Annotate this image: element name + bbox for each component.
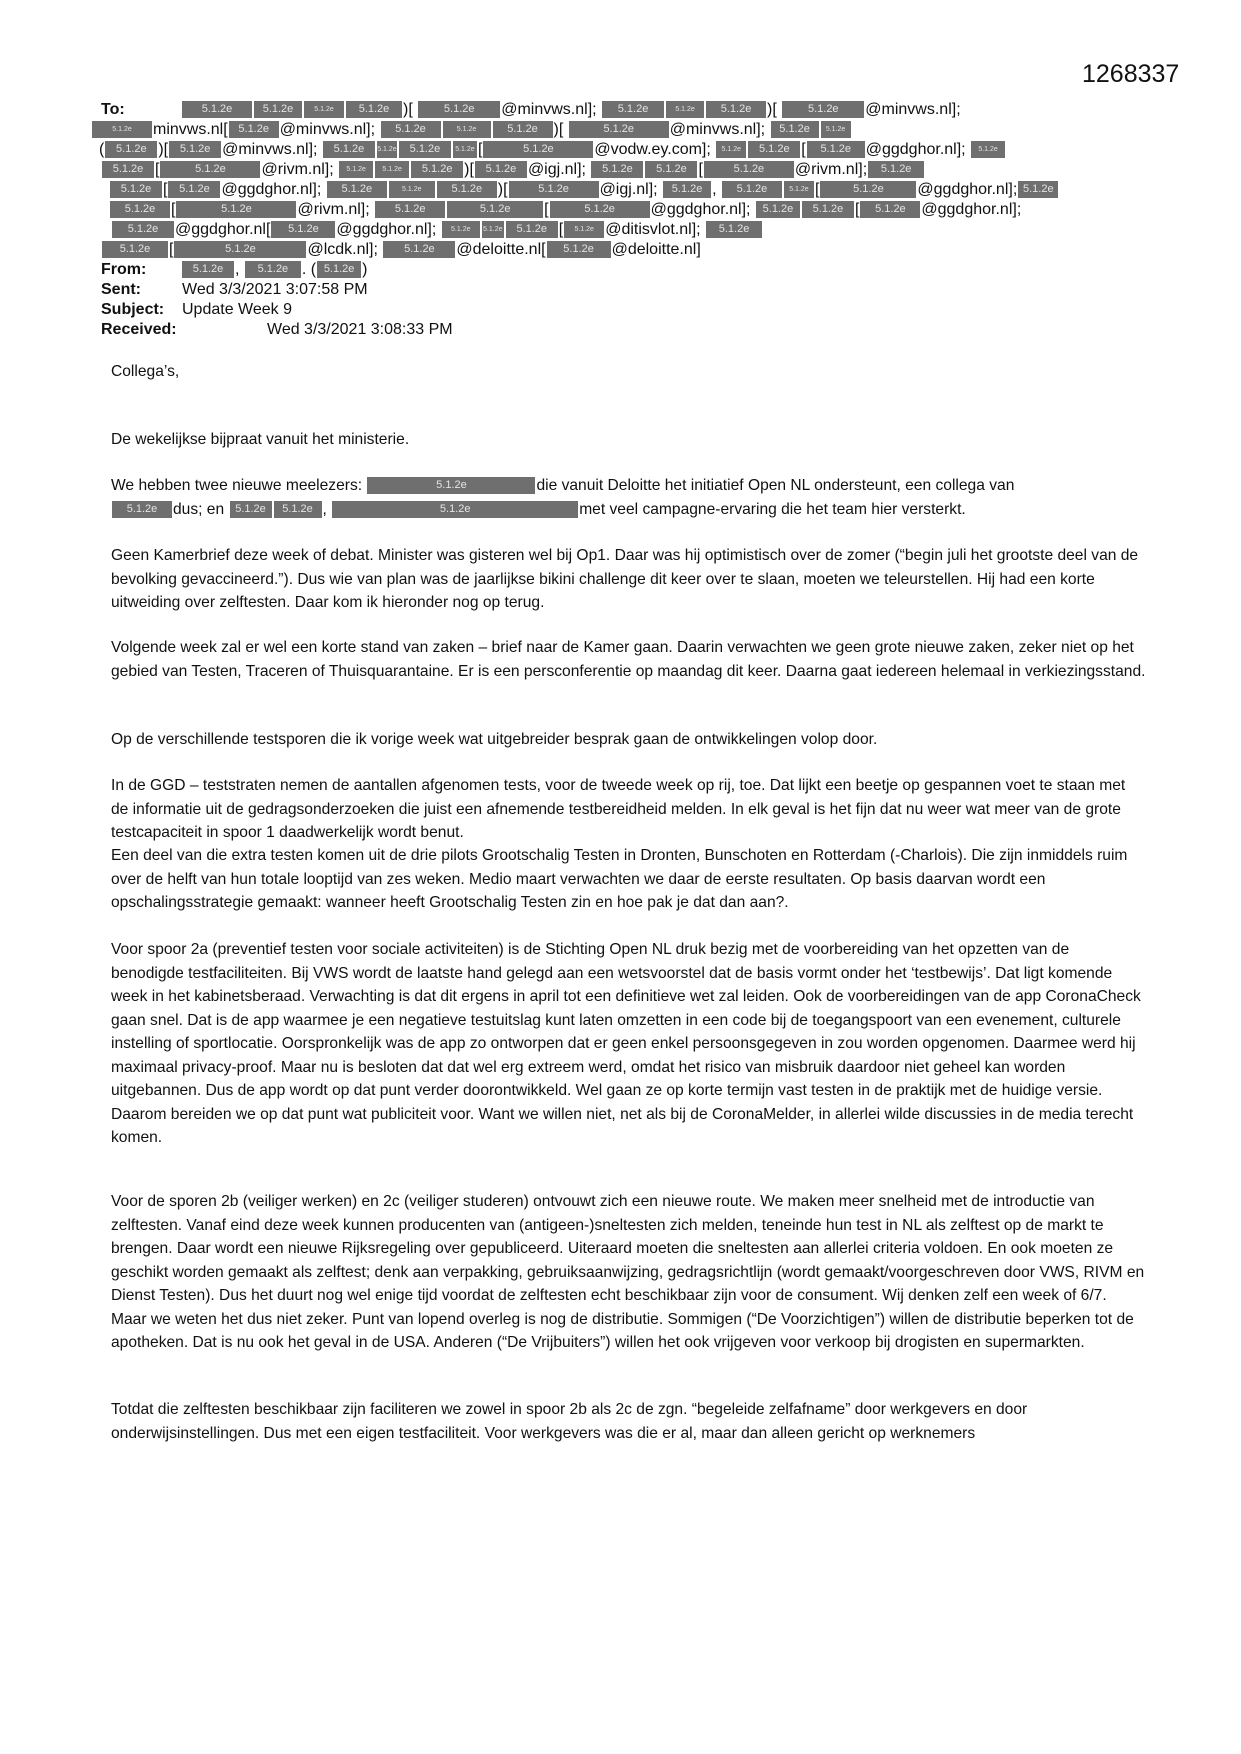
redaction: 5.1.2e: [550, 201, 650, 218]
to-line-2: 5.1.2e minvws.nl[ 5.1.2e @minvws.nl]; 5.1.2e 5.1.2e 5.1.2e )[ 5.1.2e @minvws.nl]; 5.1.2e 5.1.2e: [91, 120, 852, 140]
redaction: 5.1.2e: [782, 101, 864, 118]
redaction: 5.1.2e: [304, 101, 344, 118]
redaction: 5.1.2e: [112, 501, 172, 518]
redaction: 5.1.2e: [399, 141, 451, 158]
redaction: 5.1.2e: [367, 477, 535, 494]
text: die vanuit Deloitte het initiatief Open NL ondersteunt, een collega van: [536, 477, 1015, 494]
redaction: 5.1.2e: [645, 161, 697, 178]
redaction: 5.1.2e: [375, 201, 445, 218]
email-domain: @rivm.nl];: [261, 161, 334, 178]
to-label: To:: [101, 101, 125, 118]
greeting: Collega’s,: [111, 363, 180, 380]
email-domain: @ditisvlot.nl];: [605, 221, 701, 238]
redaction: 5.1.2e: [771, 121, 819, 138]
redaction: 5.1.2e: [971, 141, 1005, 158]
paragraph-new-readers: [111, 474, 1146, 521]
email-domain: @lcdk.nl];: [307, 241, 378, 258]
paragraph: Op de verschillende testsporen die ik vorige week wat uitgebreider besprak gaan de ontwikkelingen volop door.: [111, 731, 878, 748]
redaction: 5.1.2e: [110, 181, 162, 198]
redaction: 5.1.2e: [442, 221, 480, 238]
email-domain: @igj.nl];: [599, 181, 658, 198]
redaction: 5.1.2e: [807, 141, 865, 158]
email-domain: @ggdghor.nl];: [221, 181, 322, 198]
email-domain: @minvws.nl];: [865, 101, 961, 118]
received-label: Received:: [101, 321, 177, 338]
sent-label: Sent:: [101, 281, 141, 298]
redaction: 5.1.2e: [547, 241, 611, 258]
email-domain: @ggdghor.nl];: [921, 201, 1022, 218]
redaction: 5.1.2e: [112, 221, 174, 238]
email-domain: @ggdghor.nl];: [865, 141, 966, 158]
to-line-3: ( 5.1.2e )[ 5.1.2e @minvws.nl]; 5.1.2e 5.1.2e 5.1.2e 5.1.2e [ 5.1.2e @vodw.ey.com]; 5.1.2e 5.1.2e [ 5.1.2e @ggdghor.nl]; 5.1.2e: [99, 140, 1006, 160]
redaction: 5.1.2e: [110, 201, 170, 218]
redaction: 5.1.2e: [383, 241, 455, 258]
redaction: 5.1.2e: [182, 101, 252, 118]
redaction: 5.1.2e: [443, 121, 491, 138]
redaction: 5.1.2e: [230, 501, 272, 518]
redaction: 5.1.2e: [706, 101, 766, 118]
subject-value: Update Week 9: [182, 301, 292, 318]
redaction: 5.1.2e: [663, 181, 711, 198]
received-value: Wed 3/3/2021 3:08:33 PM: [267, 321, 453, 338]
text: met veel campagne-ervaring die het team hier versterkt.: [579, 500, 966, 518]
email-domain: @deloitte.nl[: [456, 241, 546, 258]
redaction: 5.1.2e: [174, 241, 306, 258]
redaction: 5.1.2e: [346, 101, 402, 118]
redaction: 5.1.2e: [821, 121, 851, 138]
sent-value: Wed 3/3/2021 3:07:58 PM: [182, 281, 368, 298]
paragraph: In de GGD – teststraten nemen de aantallen afgenomen tests, voor de tweede week op rij, toe. Dat lijkt een beetje op gespannen voet te staan met de informatie uit de gedragsonderzoeken die juist een afnemende testbereidheid melden. In elk geval is het fijn dat nu weer wat meer van de grote testcapaciteit in spoor 1 daadwerkelijk wordt benut.: [111, 777, 1126, 841]
paragraph: Voor de sporen 2b (veiliger werken) en 2c (veiliger studeren) ontvouwt zich een nieuwe route. We maken meer snelheid met de introductie van zelftesten. Vanaf eind deze week kunnen producenten van (antigeen-)sneltesten zich melden, teneinde hun test in NL als zelftest op de markt te brengen. Daar wordt een nieuwe Rijksregeling over gepubliceerd. Uiteraard moeten die sneltesten aan allerlei criteria voldoen. En ook moeten ze geschikt worden gemaakt als zelftest; denk aan verpakking, gebruiksaanwijzing, gedragsrichtlijn (wordt gemaakt/voorgeschreven door VWS, RIVM en Dienst Testen). Dus het duurt nog wel enige tijd voordat de zelftesten echt beschikbaar zijn voor de consument. Wij denken zelf een week of 6/7. Maar we weten het dus niet zeker. Punt van lopend overleg is nog de distributie. Sommigen (“De Voorzichtigen”) willen de distributie beperken tot de apotheken. Dat is nu ook het geval in de USA. Anderen (“De Vrijbuiters”) willen het ook vrijgeven voor verkoop bij drogisten en supermarkten.: [111, 1193, 1145, 1351]
redaction: 5.1.2e: [482, 221, 504, 238]
paragraph: Geen Kamerbrief deze week of debat. Minister was gisteren wel bij Op1. Daar was hij optimistisch over de zomer (“begin juli het grootste deel van de bevolking gevaccineerd.”). Dus wie van plan was de jaarlijkse bikini challenge dit keer over te slaan, moeten we teleurstellen. Hij had een korte uitweiding over zelftesten. Daar kom ik hieronder nog op terug.: [111, 547, 1139, 611]
redaction: 5.1.2e: [802, 201, 854, 218]
email-domain: @minvws.nl];: [501, 101, 597, 118]
text: We hebben twee nieuwe meelezers:: [111, 477, 363, 494]
redaction: 5.1.2e: [418, 101, 500, 118]
redaction: 5.1.2e: [271, 221, 335, 238]
paragraph: Totdat die zelftesten beschikbaar zijn faciliteren we zowel in spoor 2b als 2c de zgn. “begeleide zelfafname” door werkgevers en door onderwijsinstellingen. Dus met een eigen testfaciliteit. Voor werkgevers was die er al, maar dan alleen gericht op werknemers: [111, 1401, 1028, 1442]
redaction: 5.1.2e: [389, 181, 435, 198]
redaction: 5.1.2e: [102, 161, 154, 178]
redaction: 5.1.2e: [245, 261, 301, 278]
redaction: 5.1.2e: [375, 161, 409, 178]
paragraph: Voor spoor 2a (preventief testen voor sociale activiteiten) is de Stichting Open NL druk bezig met de voorbereiding van het opzetten van de benodigde testfaciliteiten. Bij VWS wordt de laatste hand gelegd aan een wetsvoorstel dat de basis vormt onder het ‘testbewijs’. Dat ligt komende week in het kabinetsberaad. Verwachting is dat dit ergens in april tot een definitieve wet zal leiden. Ook de voorbereidingen van de app CoronaCheck gaan snel. Dat is de app waarmee je een negatieve testuitslag kunt laten omzetten in een code bij de toegangspoort van een evenement, culturele instelling of sportlocatie. Oorspronkelijk was de app zo ontworpen dat er geen enkel persoonsgegeven in zou worden opgenomen. Daarmee werd hij maximaal privacy-proof. Maar nu is besloten dat dat wel erg extreem werd, omdat het risico van misbruik daardoor niet geheel kan worden uitgebannen. Dus de app wordt op dat punt verder doorontwikkeld. Wel gaan ze op korte termijn vast testen in de praktijk met de huidige versie. Daarom bereiden we op dat punt wat publiciteit voor. Want we willen niet, net als bij de CoronaMelder, in allerlei wilde discussies in de media terecht komen.: [111, 941, 1141, 1146]
redaction: 5.1.2e: [1018, 181, 1058, 198]
email-domain: @rivm.nl];: [794, 161, 868, 178]
redaction: 5.1.2e: [169, 141, 221, 158]
email-domain: @ggdghor.nl[: [175, 221, 271, 238]
redaction: 5.1.2e: [868, 161, 924, 178]
paragraph: Volgende week zal er wel een korte stand van zaken – brief naar de Kamer gaan. Daarin verwachten we geen grote nieuwe zaken, zeker niet op het gebied van Testen, Traceren of Thuisquarantaine. Er is een persconferentie op maandag dit keer. Daarna gaat iedereen helemaal in verkiezingsstand.: [111, 639, 1146, 680]
redaction: 5.1.2e: [564, 221, 604, 238]
redaction: 5.1.2e: [339, 161, 373, 178]
sent-line: [101, 280, 368, 300]
redaction: 5.1.2e: [160, 161, 260, 178]
to-line-1: To: 5.1.2e 5.1.2e 5.1.2e 5.1.2e )[ 5.1.2e @minvws.nl]; 5.1.2e 5.1.2e 5.1.2e )[ 5.1.2e @minvws.nl];: [101, 101, 961, 118]
redaction: 5.1.2e: [475, 161, 527, 178]
redaction: 5.1.2e: [447, 201, 543, 218]
text: ,: [322, 500, 327, 518]
email-domain: @vodw.ey.com];: [594, 141, 711, 158]
email-domain: @igj.nl];: [527, 161, 586, 178]
redaction: 5.1.2e: [274, 501, 322, 518]
redaction: 5.1.2e: [317, 261, 361, 278]
email-domain: @minvws.nl];: [279, 121, 376, 138]
redaction: 5.1.2e: [327, 181, 387, 198]
to-line-7: 5.1.2e @ggdghor.nl[ 5.1.2e @ggdghor.nl]; 5.1.2e 5.1.2e 5.1.2e [ 5.1.2e @ditisvlot.nl]; 5.1.2e: [111, 220, 763, 240]
redaction: 5.1.2e: [483, 141, 593, 158]
redaction: 5.1.2e: [716, 141, 746, 158]
redaction: 5.1.2e: [591, 161, 643, 178]
document-number: 1268337: [1082, 60, 1180, 88]
redaction: 5.1.2e: [411, 161, 463, 178]
email-domain: @deloitte.nl]: [611, 241, 701, 258]
email-domain: @minvws.nl];: [222, 141, 318, 158]
paragraph: De wekelijkse bijpraat vanuit het ministerie.: [111, 431, 410, 448]
redaction: 5.1.2e: [748, 141, 800, 158]
redaction: 5.1.2e: [102, 241, 168, 258]
redaction: 5.1.2e: [381, 121, 441, 138]
from-line: From: 5.1.2e , 5.1.2e . ( 5.1.2e ): [101, 261, 368, 278]
redaction: 5.1.2e: [323, 141, 375, 158]
paragraph: Een deel van die extra testen komen uit de drie pilots Grootschalig Testen in Dronten, Bunschoten en Rotterdam (-Charlois). Die zijn inmiddels ruim over de helft van hun totale looptijd van zes weken. Medio maart verwachten we daar de eerste resultaten. Op basis daarvan wordt een opschalingsstrategie gemaakt: wanneer heeft Grootschalig Testen zin en hoe pak je dat dan aan?.: [111, 847, 1128, 911]
redaction: 5.1.2e: [168, 181, 220, 198]
redaction: 5.1.2e: [509, 181, 599, 198]
email-domain: @ggdghor.nl];: [917, 181, 1018, 198]
redaction: 5.1.2e: [437, 181, 497, 198]
redaction: 5.1.2e: [229, 121, 279, 138]
email-domain: @minvws.nl];: [669, 121, 766, 138]
redaction: 5.1.2e: [704, 161, 794, 178]
redaction: 5.1.2e: [602, 101, 664, 118]
to-line-6: 5.1.2e [ 5.1.2e @rivm.nl]; 5.1.2e 5.1.2e [ 5.1.2e @ggdghor.nl]; 5.1.2e 5.1.2e [ 5.1.2e @ggdghor.nl];: [109, 200, 1021, 220]
redaction: 5.1.2e: [493, 121, 553, 138]
email-domain: @ggdghor.nl];: [650, 201, 751, 218]
redaction: 5.1.2e: [506, 221, 558, 238]
redaction: 5.1.2e: [666, 101, 704, 118]
received-line: [101, 320, 453, 340]
redaction: 5.1.2e: [820, 181, 916, 198]
redaction: 5.1.2e: [182, 261, 234, 278]
to-line-4: 5.1.2e [ 5.1.2e @rivm.nl]; 5.1.2e 5.1.2e 5.1.2e )[ 5.1.2e @igj.nl]; 5.1.2e 5.1.2e [ 5.1.2e @rivm.nl]; 5.1.2e: [101, 160, 925, 180]
text: dus; en: [173, 500, 225, 518]
redaction: 5.1.2e: [377, 141, 397, 158]
subject-line: [101, 300, 292, 320]
email-domain: @ggdghor.nl];: [336, 221, 437, 238]
redaction: 5.1.2e: [254, 101, 302, 118]
to-line-5: 5.1.2e [ 5.1.2e @ggdghor.nl]; 5.1.2e 5.1.2e 5.1.2e )[ 5.1.2e @igj.nl]; 5.1.2e , 5.1.2e 5.1.2e [ 5.1.2e @ggdghor.nl]; 5.1.2e: [109, 180, 1059, 200]
to-line-8: 5.1.2e [ 5.1.2e @lcdk.nl]; 5.1.2e @deloitte.nl[ 5.1.2e @deloitte.nl]: [101, 240, 701, 260]
redaction: 5.1.2e: [176, 201, 296, 218]
redaction: 5.1.2e: [332, 501, 578, 518]
redaction: 5.1.2e: [784, 181, 814, 198]
redaction: 5.1.2e: [722, 181, 782, 198]
redaction: 5.1.2e: [453, 141, 477, 158]
email-domain: minvws.nl[: [153, 121, 228, 138]
email-domain: @rivm.nl];: [297, 201, 370, 218]
redaction: 5.1.2e: [706, 221, 762, 238]
redaction: 5.1.2e: [860, 201, 920, 218]
subject-label: Subject:: [101, 301, 165, 318]
redaction: 5.1.2e: [105, 141, 157, 158]
redaction: 5.1.2e: [92, 121, 152, 138]
redaction: 5.1.2e: [756, 201, 800, 218]
redaction: 5.1.2e: [569, 121, 669, 138]
from-label: From:: [101, 261, 147, 278]
